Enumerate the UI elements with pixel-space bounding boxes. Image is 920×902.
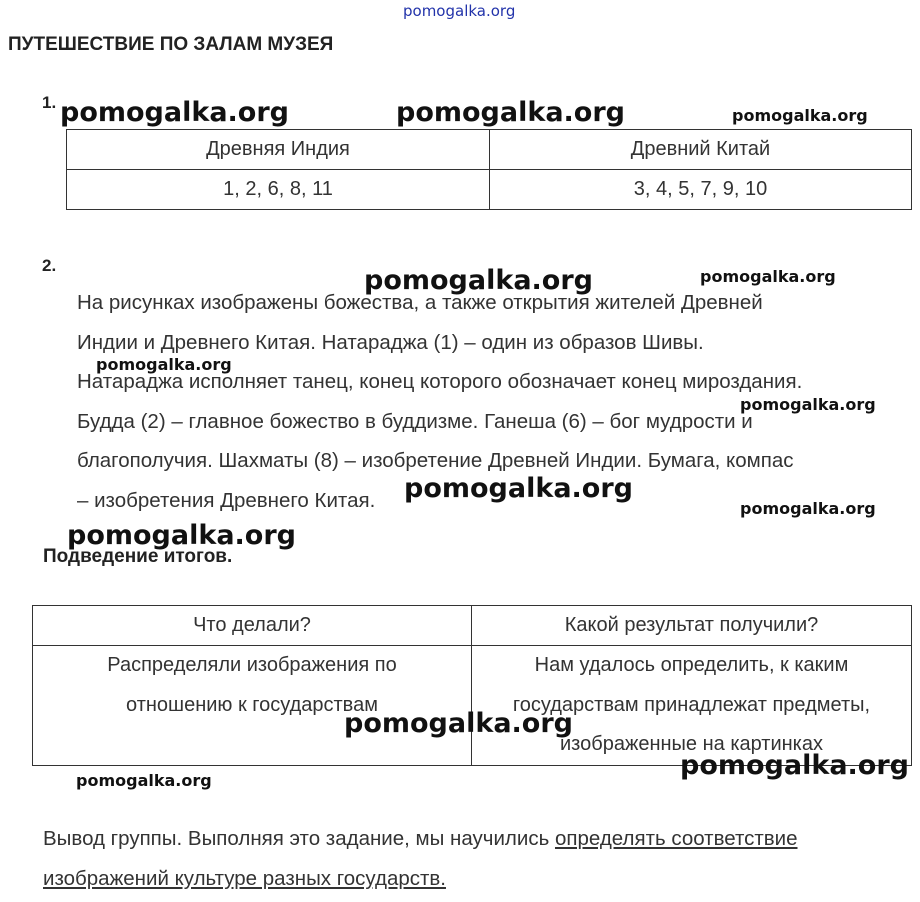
task2-line: Будда (2) – главное божество в буддизме. Ганеша (6) – бог мудрости и [77,409,753,433]
watermark: pomogalka.org [96,355,232,374]
task1-table [66,129,912,210]
task1-header-row [67,130,912,170]
task1-header-china: Древний Китай [490,130,912,170]
watermark: pomogalka.org [344,708,573,739]
conclusion [43,819,913,898]
task1-number: 1. [42,93,57,112]
task2-line: Индии и Древнего Китая. Натараджа (1) – один из образов Шивы. [77,330,704,354]
summary-header-what: Что делали? [33,606,472,646]
summary-heading: Подведение итогов. [43,546,233,567]
watermark: pomogalka.org [404,473,633,504]
task1-values-india: 1, 2, 6, 8, 11 [67,170,490,210]
watermark: pomogalka.org [680,750,909,781]
watermark: pomogalka.org [700,267,836,286]
watermark: pomogalka.org [364,265,593,296]
summary-what-line: отношению к государствам [126,693,378,716]
task2-line: На рисунках изображены божества, а также открытия жителей Древней [77,291,763,314]
conclusion-line-1 [43,819,913,859]
task2-number: 2. [42,256,57,275]
summary-result-line: изображенные на картинках [560,733,823,755]
conclusion-underlined-2: изображений культуре разных государств. [43,866,446,890]
summary-cell-what [33,646,472,766]
page-title: ПУТЕШЕСТВИЕ ПО ЗАЛАМ МУЗЕЯ [8,34,334,55]
site-top-label: pomogalka.org [403,2,516,20]
task2-line: – изобретения Древнего Китая. [77,488,376,512]
task1-values-row [67,170,912,210]
task1-values-china: 3, 4, 5, 7, 9, 10 [490,170,912,210]
watermark: pomogalka.org [396,97,625,128]
conclusion-line-2 [43,859,913,899]
conclusion-prefix: Вывод группы. Выполняя это задание, мы научились [43,827,555,850]
watermark: pomogalka.org [732,106,868,125]
task2-line: Натараджа исполняет танец, конец которого обозначает конец мироздания. [77,370,803,394]
watermark: pomogalka.org [67,520,296,551]
summary-body-row [33,646,912,766]
summary-header-row [33,606,912,646]
summary-result-line: государствам принадлежат предметы, [512,693,871,716]
task1-header-india: Древняя Индия [67,130,490,170]
conclusion-underlined-1: определять соответствие [554,827,798,850]
summary-table [32,605,912,766]
summary-result-line: Нам удалось определить, к каким [534,654,849,676]
watermark: pomogalka.org [76,771,212,790]
summary-cell-result [472,646,912,766]
summary-header-result: Какой результат получили? [472,606,912,646]
watermark: pomogalka.org [60,97,289,128]
watermark: pomogalka.org [740,395,876,414]
watermark: pomogalka.org [740,499,876,518]
task2-line: благополучия. Шахматы (8) – изобретение Древней Индии. Бумага, компас [77,449,794,473]
summary-what-line: Распределяли изображения по [107,654,397,676]
